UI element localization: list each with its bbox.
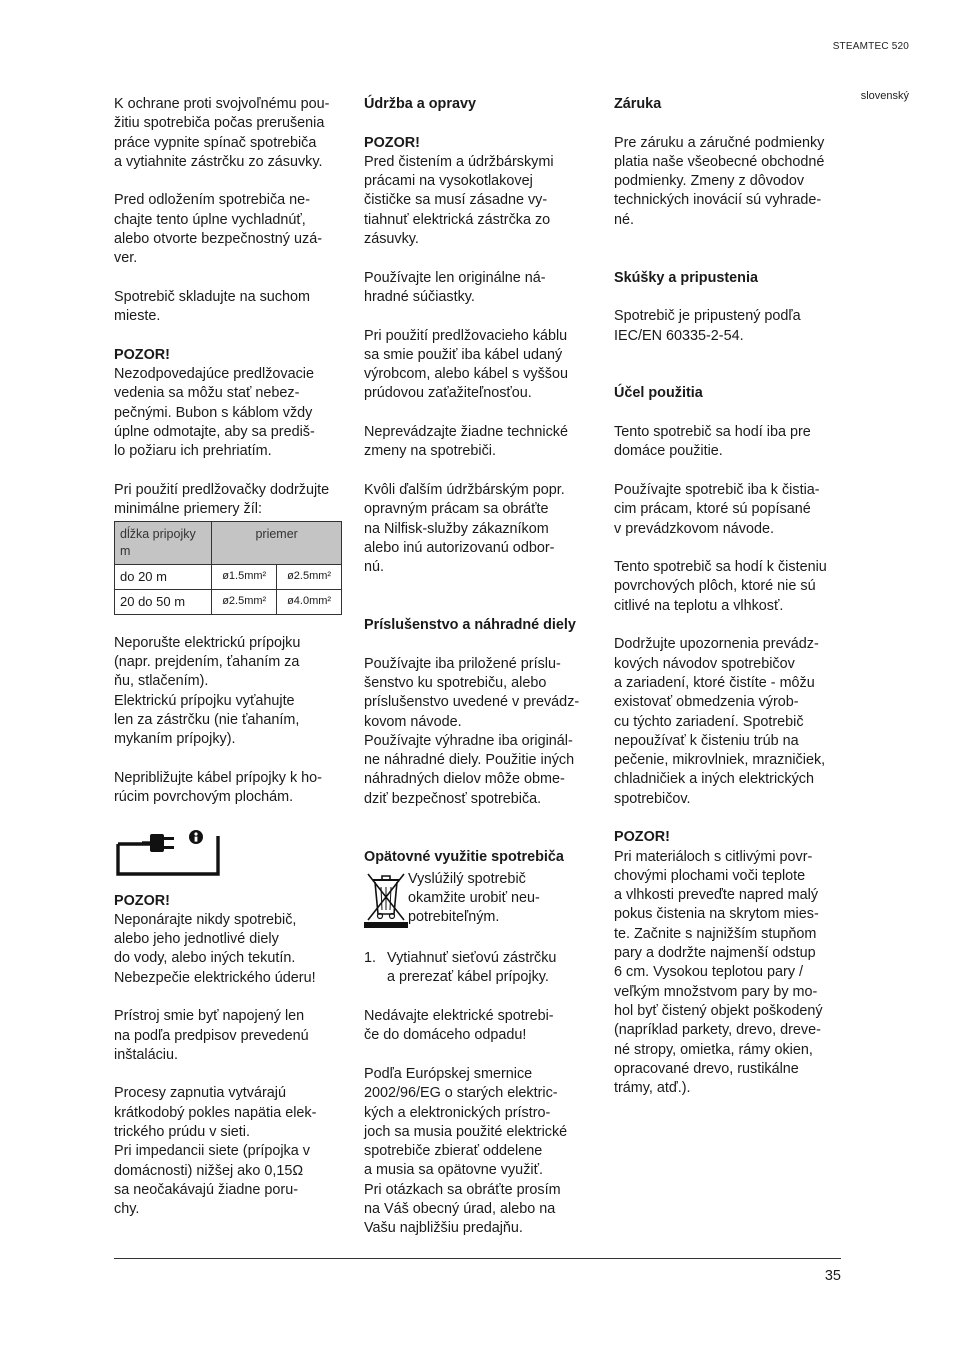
paragraph: Nepribližujte kábel prípojky k ho- rúcim povrchovým plochám.	[114, 769, 322, 806]
table-cell-diameter: ø1.5mm²	[212, 564, 277, 589]
warning-text: Nezodpovedajúce predlžovacie vedenia sa môžu stať nebez- pečnými. Bubon s káblom vždy úplne odmotajte, aby sa prediš- lo požiaru ich prehriatím.	[114, 366, 315, 460]
weee-text: Vyslúžilý spotrebič okamžite urobiť neu- potrebiteľným.	[408, 870, 540, 926]
header-model-name: STEAMTEC 520	[832, 41, 909, 52]
table-cell-length: 20 do 50 m	[115, 589, 212, 614]
table-cell-length: do 20 m	[115, 564, 212, 589]
crossed-bin-icon	[364, 870, 408, 930]
section-heading: Údržba a opravy	[364, 96, 476, 112]
paragraph: Prístroj smie byť napojený len na podľa predpisov prevedenú inštaláciu.	[114, 1008, 309, 1063]
paragraph: Pred odložením spotrebiča ne- chajte tento úplne vychladnúť, alebo otvorte bezpečnostný uzá- ver.	[114, 192, 322, 267]
list-number: 1.	[364, 950, 377, 967]
warning-text: Pred čistením a údržbárskymi prácami na vysokotlakovej čističke sa musí zásadne vy- tiahnuť elektrická zástrčka zo zásuvky.	[364, 153, 554, 248]
paragraph: Neprevádzajte žiadne technické zmeny na spotrebiči.	[364, 424, 568, 460]
paragraph: K ochrane proti svojvoľnému pou- žitiu spotrebiča počas prerušenia práce vypnite spínač spotrebiča a vytiahnite zástrčku zo zásuvky.	[114, 96, 330, 170]
column-3	[614, 95, 844, 1098]
table-header-length: dĺžka pripojky m	[115, 521, 212, 564]
warning-text: Neponárajte nikdy spotrebič, alebo jeho jednotlivé diely do vody, alebo iných tekutín. Nebezpečie elektrického úderu!	[114, 911, 316, 986]
table-cell-diameter: ø2.5mm²	[277, 564, 342, 589]
weee-block	[364, 870, 596, 930]
section-heading: Príslušenstvo a náhradné diely	[364, 617, 576, 634]
paragraph: Procesy zapnutia vytvárajú krátkodobý pokles napätia elek- trického prúdu v sieti. Pri impedancii siete (prípojka v domácnosti) nižšej ako 0,15Ω sa neočakávajú žiadne poru- chy.	[114, 1085, 317, 1218]
warning-label: POZOR!	[114, 892, 170, 909]
section-heading: Záruka	[614, 96, 662, 112]
paragraph: Používajte iba priložené príslu- šenstvo ku spotrebiču, alebo príslušenstvo uvedené v prevádz- kovom návode. Používajte výhradne iba originál- ne náhradné diely. Použitie iných náhradných dielov môže obme- dziť bezpečnosť spotrebiča.	[364, 655, 580, 807]
cable-diameter-table	[114, 521, 342, 615]
list-item	[364, 949, 596, 988]
table-header-diameter: priemer	[212, 521, 342, 564]
paragraph: Pri použití predlžovacieho káblu sa smie použiť iba kábel udaný výrobcom, alebo kábel s vyššou prúdovou zaťažiteľnosťou.	[364, 327, 568, 402]
paragraph: Nedávajte elektrické spotrebi- če do domáceho odpadu!	[364, 1008, 554, 1044]
paragraph: Kvôli ďalším údržbárským popr. opravným prácam sa obráťte na Nilfisk-služby zákazníkom alebo inú autorizovanú odbor- nú.	[364, 481, 565, 576]
column-1	[114, 95, 346, 1220]
section-heading: Účel použitia	[614, 385, 703, 402]
paragraph: Pri použití predlžovačky dodržujte minimálne priemery žíl:	[114, 481, 330, 518]
warning-label: POZOR!	[114, 346, 170, 363]
table-row	[115, 589, 342, 614]
paragraph: Spotrebič skladujte na suchom mieste.	[114, 288, 310, 325]
table-row	[115, 564, 342, 589]
section-heading: Skúšky a pripustenia	[614, 269, 758, 286]
paragraph: Spotrebič je pripustený podľa IEC/EN 60335-2-54.	[614, 308, 801, 344]
paragraph: Podľa Európskej smernice 2002/96/EG o starých elektric- kých a elektronických prístro- joch sa musia použité elektrické spotrebiče zbierať oddelene a musia sa opätovne využiť. Pri otázkach sa obráťte prosím na Váš obecný úrad, alebo na Vašu najbližšiu predajňu.	[364, 1065, 568, 1237]
paragraph: Používajte spotrebič iba k čistia- cim prácam, ktoré sú popísané v prevádzkovom návode.	[614, 481, 820, 537]
paragraph: Dodržujte upozornenia prevádz- kových návodov spotrebičov a zariadení, ktoré čistíte - môžu existovať obmedzenia výrob- cu týchto zariadení. Spotrebič nepoužívať k čisteniu trúb na pečenie, mikrovlniek, mrazničiek, chladničiek a iných elektrických spotrebičov.	[614, 636, 826, 807]
electric-plug-warning-icon	[114, 830, 222, 880]
paragraph: Tento spotrebič sa hodí k čisteniu povrchových plôch, ktoré nie sú citlivé na teplotu a vlhkosť.	[614, 559, 827, 614]
paragraph: Neporušte elektrickú prípojku (napr. prejdením, ťahaním za ňu, stlačením). Elektrickú prípojku vyťahujte len za zástrčku (nie ťahaním, mykaním prípojky).	[114, 634, 301, 748]
column-2	[364, 95, 596, 1239]
warning-text: Pri materiáloch s citlivými povr- chovými plochami voči teplote a vlhkosti preveďte napred malý pokus čistenia na skrytom mies- te. Začnite s najnižším stupňom pary a dodržte najmenší odstup 6 cm. Vysokou teplotou pary / veľkým množstvom pary by mo- hol byť čistený objekt poškodený (napríklad parkety, drevo, dreve- né stropy, omietka, rámy okien, opracované drevo, rustikálne trámy, atď.).	[614, 848, 823, 1097]
header-language: slovenský	[860, 90, 909, 102]
warning-label: POZOR!	[364, 134, 420, 151]
paragraph: Tento spotrebič sa hodí iba pre domáce použitie.	[614, 424, 811, 460]
table-cell-diameter: ø2.5mm²	[212, 589, 277, 614]
warning-label: POZOR!	[614, 829, 670, 846]
page-number: 35	[824, 1268, 841, 1284]
list-text: Vytiahnuť sieťovú zástrčku a prerezať kábel prípojky.	[387, 950, 557, 986]
footer-divider	[114, 1258, 841, 1259]
table-cell-diameter: ø4.0mm²	[277, 589, 342, 614]
paragraph: Pre záruku a záručné podmienky platia naše všeobecné obchodné podmienky. Zmeny z dôvodov technických inovácií sú vyhrade- né.	[614, 134, 825, 228]
section-heading: Opätovné využitie spotrebiča	[364, 848, 564, 865]
paragraph: Používajte len originálne ná- hradné súčiastky.	[364, 269, 546, 305]
